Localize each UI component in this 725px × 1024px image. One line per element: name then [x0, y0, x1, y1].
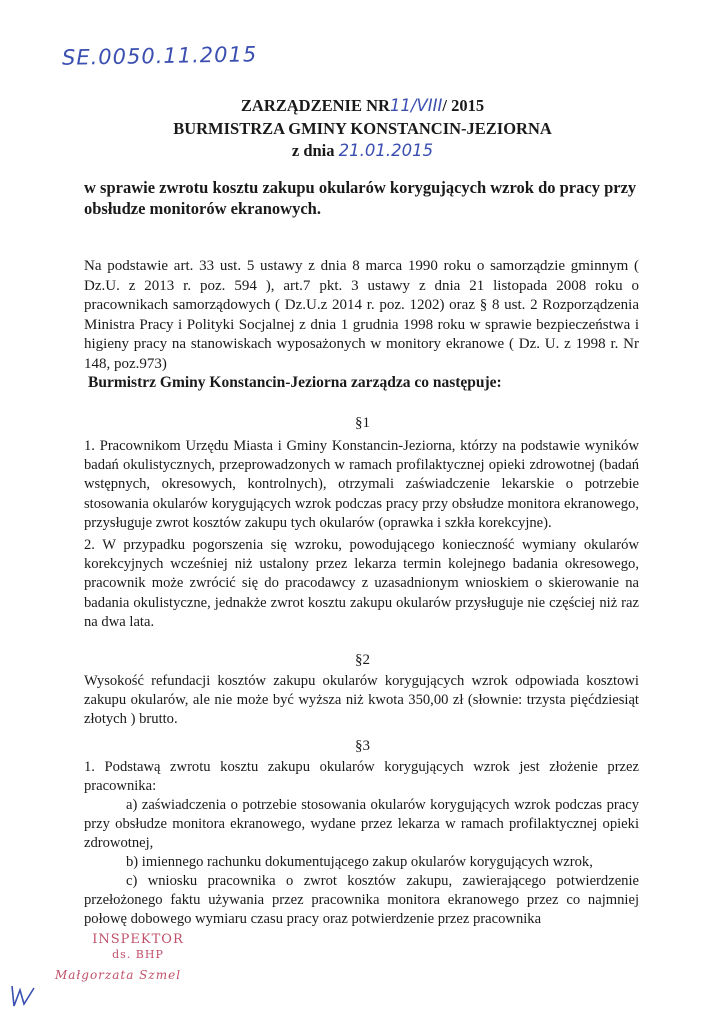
decree-line: Burmistrz Gminy Konstancin-Jeziorna zarządza co następuje:	[88, 374, 502, 391]
header-issuer: BURMISTRZA GMINY KONSTANCIN-JEZIORNA	[173, 119, 552, 138]
header-title-prefix: ZARZĄDZENIE NR	[240, 96, 390, 115]
section-3-item-b: b) imiennego rachunku dokumentującego zakup okularów korygujących wzrok,	[126, 854, 593, 870]
stamp-role: ds. BHP	[112, 948, 164, 961]
section-3-item-a: a) zaświadczenia o potrzebie stosowania okularów korygujących wzrok podczas pracy przy obsłudze monitora ekranowego, wydane przez lekarza w ramach profilaktycznej opieki zdrowotnej,	[84, 797, 639, 852]
section-3-item-c: c) wniosku pracownika o zwrot kosztów zakupu, zawierającego potwierdzenie przełożonego faktu używania przez pracownika monitora ekranowego przez co najmniej połowę dobowego wymiaru czasu pracy oraz potwierdzenie przez pracownika	[84, 873, 639, 928]
section-3-point-1: 1. Podstawą zwrotu kosztu zakupu okularów korygujących wzrok jest złożenie przez pracownika:	[84, 759, 639, 795]
section-1-point-2: 2. W przypadku pogorszenia się wzroku, powodującego konieczność wymiany okularów korekcyjnych wcześniej niż ustalony przez lekarza termin kolejnego badania okresowego, pracownik może zwrócić się do pracodawcy z uzasadnionym wnioskiem o skierowanie na badania okulistyczne, jednakże zwrot kosztu zakupu okularów przysługuje nie częściej niż raz na dwa lata.	[84, 537, 639, 630]
section-1-point-1: 1. Pracownikom Urzędu Miasta i Gminy Konstancin-Jeziorna, którzy na podstawie wyników badań okulistycznych, przeprowadzonych w ramach profilaktycznej opieki zdrowotnej (badań wstępnych, okresowych, kontrolnych), otrzymali zaświadczenie lekarskie o potrzebie stosowania okularów korygujących wzrok podczas pracy przy obsłudze monitora ekranowego, przysługuje zwrot kosztów zakupu tych okularów (oprawka i szkła korekcyjne).	[84, 438, 639, 531]
header-date-prefix: z dnia	[291, 141, 335, 160]
handwritten-date: 21.01.2015	[338, 141, 434, 160]
stamp-name: Małgorzata Szmel	[54, 968, 182, 982]
header-title	[0, 96, 725, 116]
handwritten-reference: SE.0050.11.2015	[61, 42, 258, 70]
document-subject: w sprawie zwrotu kosztu zakupu okularów korygujących wzrok do pracy przy obsłudze monitorów ekranowych.	[84, 178, 637, 218]
header-title-suffix: / 2015	[442, 96, 485, 115]
header-date	[0, 141, 725, 161]
stamp-title: INSPEKTOR	[92, 932, 184, 947]
section-1-number: §1	[355, 415, 370, 431]
section-3-number: §3	[355, 738, 370, 754]
section-2-text: Wysokość refundacji kosztów zakupu okularów korygujących wzrok odpowiada kosztowi zakupu okularów, ale nie może być wyższa niż kwota 350,00 zł (słownie: trzysta pięćdziesiąt złotych ) brutto.	[84, 673, 639, 728]
section-2-number: §2	[355, 652, 370, 668]
handwritten-number: 11/VIII	[389, 96, 443, 115]
legal-basis: Na podstawie art. 33 ust. 5 ustawy z dnia 8 marca 1990 roku o samorządzie gminnym ( Dz.U. z 2013 r. poz. 594 ), art.7 pkt. 3 ustawy z dnia 21 listopada 2008 roku o pracownikach samorządowych ( Dz.U.z 2014 r. poz. 1202) oraz § 8 ust. 2 Rozporządzenia Ministra Pracy i Polityki Socjalnej z dnia 1 grudnia 1998 roku w sprawie bezpieczeństwa i higieny pracy na stanowiskach wyposażonych w monitory ekranowe ( Dz. U. z 1998 r. Nr 148, poz.973)	[84, 258, 639, 372]
initials-signature-icon	[8, 980, 38, 1010]
